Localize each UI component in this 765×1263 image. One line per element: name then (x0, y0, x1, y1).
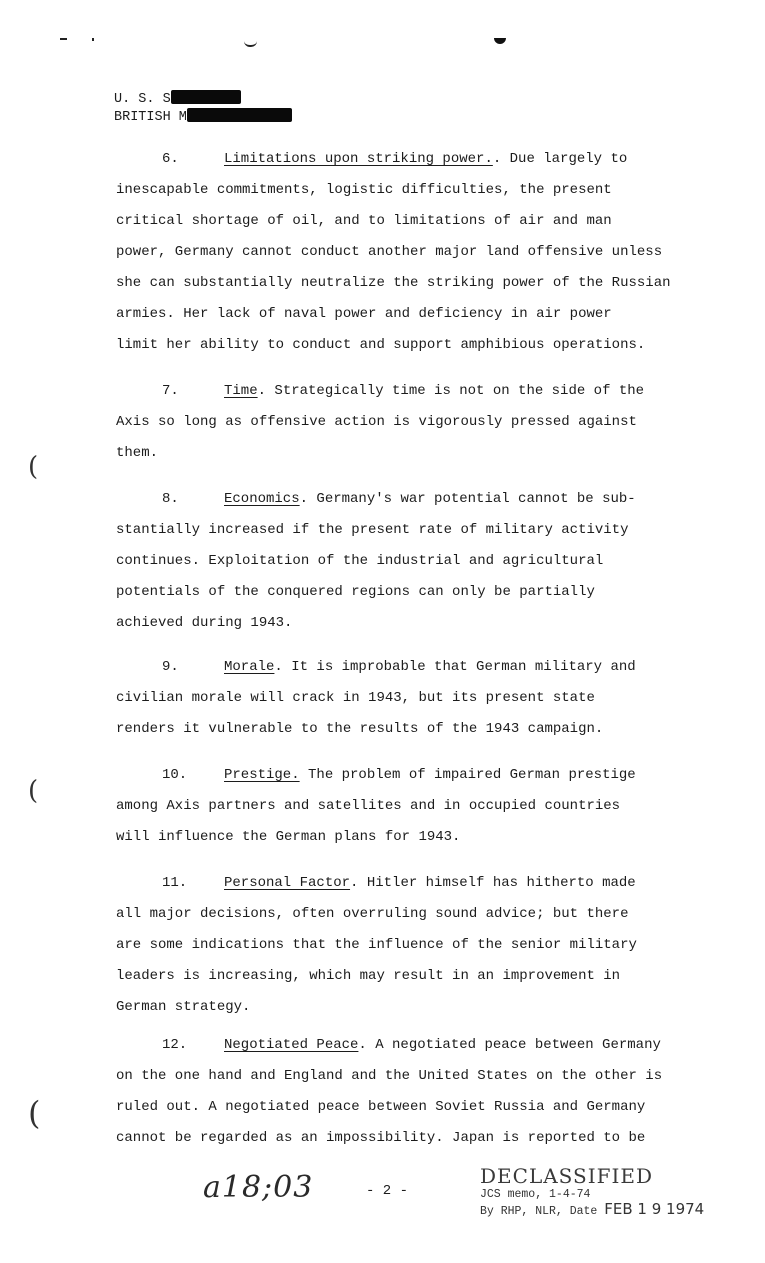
binder-hole-mark: ( (28, 1094, 41, 1132)
stamp-date: FEB 1 9 1974 (604, 1200, 705, 1218)
paragraph-10: 10. Prestige. The problem of impaired German prestige among Axis partners and satellites and in occupied countries will influence the German plans for 1943. (116, 767, 636, 845)
header-line-1: U. S. S (114, 90, 292, 108)
binder-hole-mark: ( (28, 452, 39, 482)
paragraph-heading: Morale (224, 659, 275, 675)
declassified-stamp (480, 1164, 704, 1219)
redaction-bar (187, 108, 292, 122)
paragraph-heading: Economics (224, 491, 300, 507)
document-header (114, 90, 292, 126)
paragraph-heading: Prestige. (224, 767, 300, 783)
paragraph-heading: Limitations upon striking power. (224, 151, 493, 167)
stamp-title: DECLASSIFIED (480, 1164, 654, 1188)
scan-mark (92, 38, 94, 41)
scan-mark (60, 38, 67, 40)
binder-hole-mark: ( (28, 776, 39, 806)
header-line-2: BRITISH M (114, 108, 292, 126)
stamp-line: JCS memo, 1-4-74 (480, 1188, 591, 1201)
paragraph-7: 7. Time. Strategically time is not on the side of the Axis so long as offensive action is vigorously pressed against them. (116, 383, 645, 461)
scan-mark (244, 40, 257, 47)
paragraph-8: 8. Economics. Germany's war potential cannot be sub- stantially increased if the present rate of military activity continues. Exploitation of the industrial and agricultural potentials of the conquered regions can only be partially achieved during 1943. (116, 491, 636, 631)
paragraph-heading: Time (224, 383, 258, 399)
paragraph-heading: Personal Factor (224, 875, 351, 891)
page-number: - 2 - (366, 1183, 409, 1199)
handwritten-note: a18;03 (203, 1170, 314, 1205)
paragraph-6: 6. Limitations upon striking power.. Due largely to inescapable commitments, logistic difficulties, the present critical shortage of oil, and to limitations of air and man power, Germany cannot conduct another major land offensive unless she can substantially neutralize the striking power of the Russian armies. Her lack of naval power and deficiency in air power limit her ability to conduct and support amphibious operations. (116, 151, 671, 353)
stamp-line: By RHP, NLR, Date FEB 1 9 1974 (480, 1200, 705, 1218)
paragraph-12: 12. Negotiated Peace. A negotiated peace between Germany on the one hand and England and the United States on the other is ruled out. A negotiated peace between Soviet Russia and Germany cannot be regarded as an impossibility. Japan is reported to be (116, 1037, 663, 1146)
paragraph-heading: Negotiated Peace (224, 1037, 359, 1053)
paragraph-11: 11. Personal Factor. Hitler himself has hitherto made all major decisions, often overruling sound advice; but there are some indications that the influence of the senior military leaders is increasing, which may result in an improvement in German strategy. (116, 875, 637, 1015)
paragraph-9: 9. Morale. It is improbable that German military and civilian morale will crack in 1943, but its present state renders it vulnerable to the results of the 1943 campaign. (116, 659, 636, 737)
redaction-bar (171, 90, 241, 104)
scan-mark (494, 38, 506, 44)
